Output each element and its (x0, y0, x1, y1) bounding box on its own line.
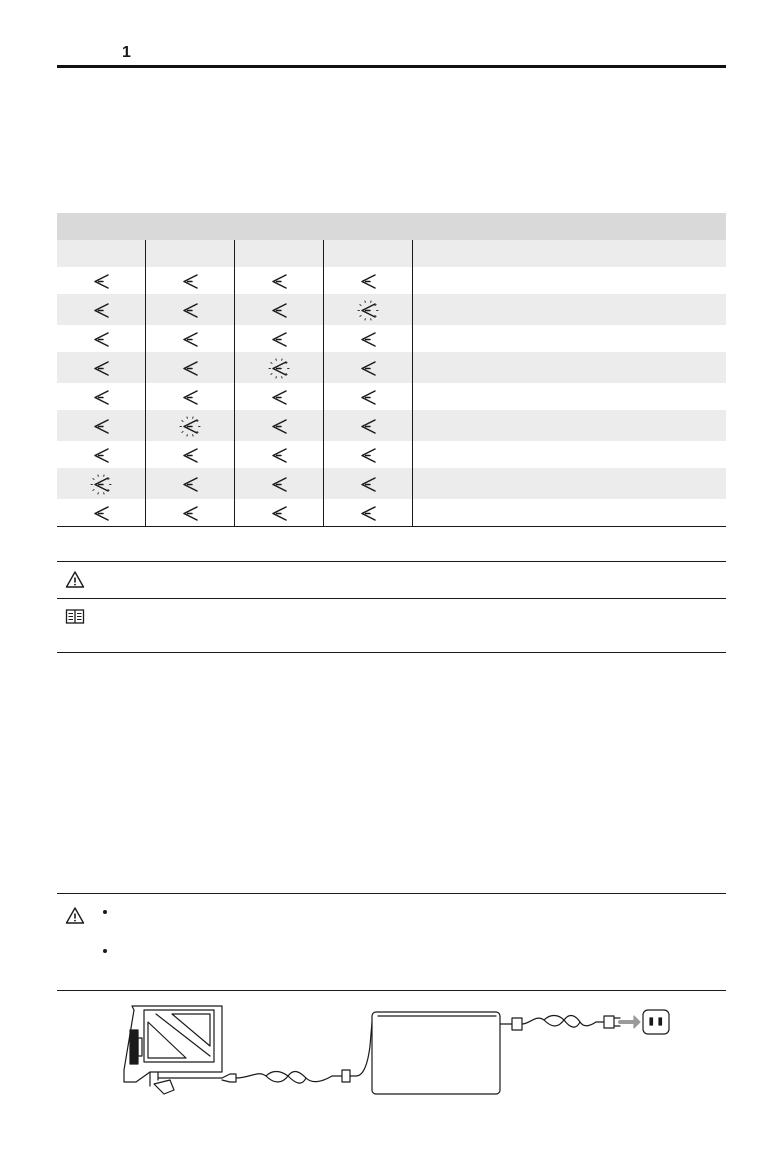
led-icon (179, 357, 201, 379)
warning-note (57, 561, 726, 599)
bullet-2 (103, 949, 107, 953)
led-icon (90, 357, 112, 379)
led-blinking-icon (179, 415, 201, 437)
led-icon (90, 415, 112, 437)
header-cell-led1 (57, 240, 146, 267)
led-icon (357, 328, 379, 350)
led-cell-2 (146, 267, 235, 294)
power-adapter-illustration (372, 1012, 500, 1094)
led-cell-2 (146, 325, 235, 352)
led-cell-1 (57, 410, 146, 441)
table-row (57, 267, 726, 294)
led-icon (90, 502, 112, 524)
led-cell-1 (57, 499, 146, 526)
table-row (57, 352, 726, 383)
led-icon (268, 415, 290, 437)
led-icon (268, 270, 290, 292)
led-icon (268, 386, 290, 408)
description-cell (413, 267, 726, 294)
led-cell-2 (146, 410, 235, 441)
led-cell-3 (235, 441, 324, 468)
led-cell-4 (324, 294, 413, 325)
led-icon (90, 386, 112, 408)
section-number: 1 (122, 44, 131, 61)
led-icon (357, 502, 379, 524)
led-icon (179, 328, 201, 350)
led-cell-4 (324, 352, 413, 383)
led-icon (179, 386, 201, 408)
led-cell-3 (235, 267, 324, 294)
led-cell-3 (235, 468, 324, 499)
led-cell-4 (324, 499, 413, 526)
description-cell (413, 383, 726, 410)
table-bottom-rule (57, 526, 726, 527)
led-cell-4 (324, 383, 413, 410)
led-icon (357, 357, 379, 379)
led-cell-4 (324, 468, 413, 499)
led-cell-3 (235, 383, 324, 410)
description-cell (413, 352, 726, 383)
led-icon (90, 299, 112, 321)
led-status-table (57, 213, 726, 527)
description-cell (413, 294, 726, 325)
led-cell-1 (57, 468, 146, 499)
led-icon (90, 270, 112, 292)
led-cell-3 (235, 352, 324, 383)
led-icon (90, 328, 112, 350)
led-cell-2 (146, 352, 235, 383)
battery-illustration (124, 1006, 222, 1094)
reference-note (57, 598, 726, 653)
header-cell-led3 (235, 240, 324, 267)
led-icon (357, 386, 379, 408)
led-cell-4 (324, 441, 413, 468)
led-icon (179, 299, 201, 321)
header-rule (57, 65, 726, 68)
led-icon (357, 473, 379, 495)
description-cell (413, 441, 726, 468)
table-row (57, 499, 726, 526)
table-body (57, 267, 726, 526)
table-row (57, 441, 726, 468)
led-cell-2 (146, 294, 235, 325)
led-cell-1 (57, 325, 146, 352)
led-icon (357, 444, 379, 466)
led-icon (90, 444, 112, 466)
table-row (57, 294, 726, 325)
header-cell-description (413, 240, 726, 267)
led-icon (268, 444, 290, 466)
led-cell-4 (324, 267, 413, 294)
led-cell-2 (146, 499, 235, 526)
led-cell-2 (146, 441, 235, 468)
table-row (57, 410, 726, 441)
description-cell (413, 499, 726, 526)
warning-icon (65, 906, 85, 926)
warning-list-note (57, 893, 726, 991)
led-blinking-icon (357, 299, 379, 321)
led-icon (268, 328, 290, 350)
led-cell-1 (57, 267, 146, 294)
header-cell-led2 (146, 240, 235, 267)
table-row (57, 468, 726, 499)
led-cell-3 (235, 294, 324, 325)
led-blinking-icon (90, 473, 112, 495)
led-cell-3 (235, 410, 324, 441)
led-cell-3 (235, 325, 324, 352)
led-cell-1 (57, 294, 146, 325)
led-icon (179, 473, 201, 495)
header-cell-led4 (324, 240, 413, 267)
table-header-row (57, 240, 726, 267)
description-cell (413, 325, 726, 352)
led-cell-1 (57, 352, 146, 383)
led-icon (268, 473, 290, 495)
led-cell-2 (146, 383, 235, 410)
led-cell-4 (324, 325, 413, 352)
table-title-band (57, 213, 726, 240)
table-row (57, 325, 726, 352)
led-icon (268, 502, 290, 524)
led-icon (179, 444, 201, 466)
led-cell-1 (57, 383, 146, 410)
manual-book-icon (65, 607, 85, 627)
description-cell (413, 410, 726, 441)
wall-outlet-illustration (620, 1010, 669, 1034)
led-icon (268, 299, 290, 321)
led-cell-1 (57, 441, 146, 468)
bullet-1 (103, 910, 107, 914)
led-icon (357, 270, 379, 292)
page-header (57, 44, 726, 68)
charging-illustration (110, 1000, 680, 1100)
table-row (57, 383, 726, 410)
led-cell-4 (324, 410, 413, 441)
led-cell-2 (146, 468, 235, 499)
led-cell-3 (235, 499, 324, 526)
led-icon (179, 502, 201, 524)
description-cell (413, 468, 726, 499)
led-icon (179, 270, 201, 292)
led-blinking-icon (268, 357, 290, 379)
led-icon (357, 415, 379, 437)
warning-icon (65, 570, 85, 590)
